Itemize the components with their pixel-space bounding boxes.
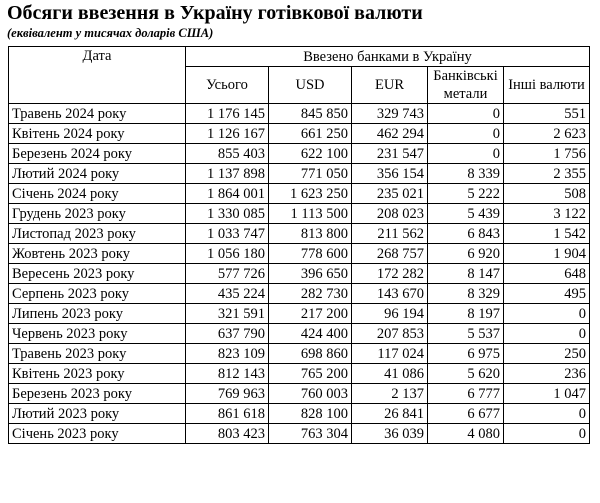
table-row [9,404,590,424]
bank-metals-cell: 6 920 [428,244,504,264]
usd-cell: 813 800 [269,224,352,244]
total-cell: 637 790 [186,324,269,344]
usd-cell: 771 050 [269,164,352,184]
table-row [9,324,590,344]
imported-by-banks-header: Ввезено банками в Україну [186,47,590,67]
other-currencies-cell: 3 122 [504,204,590,224]
eur-cell: 235 021 [352,184,428,204]
table-row [9,424,590,444]
total-cell: 1 126 167 [186,124,269,144]
usd-cell: 778 600 [269,244,352,264]
table-row [9,144,590,164]
table-row [9,244,590,264]
table-row [9,224,590,244]
other-currencies-cell: 2 355 [504,164,590,184]
usd-cell: 698 860 [269,344,352,364]
total-cell: 435 224 [186,284,269,304]
bank-metals-header-line1: Банківські [433,68,498,84]
total-cell: 812 143 [186,364,269,384]
other-currencies-cell: 1 756 [504,144,590,164]
total-cell: 803 423 [186,424,269,444]
other-currencies-cell: 0 [504,424,590,444]
table-row [9,344,590,364]
table-row [9,164,590,184]
eur-cell: 329 743 [352,104,428,124]
bank-metals-cell: 0 [428,104,504,124]
other-currencies-cell: 236 [504,364,590,384]
eur-cell: 231 547 [352,144,428,164]
other-currencies-cell: 250 [504,344,590,364]
usd-cell: 845 850 [269,104,352,124]
eur-cell: 268 757 [352,244,428,264]
other-currencies-cell: 0 [504,404,590,424]
date-cell: Січень 2023 року [9,424,186,444]
usd-cell: 763 304 [269,424,352,444]
table-row [9,124,590,144]
usd-cell: 622 100 [269,144,352,164]
date-cell: Червень 2023 року [9,324,186,344]
other-currencies-cell: 0 [504,304,590,324]
date-cell: Травень 2023 року [9,344,186,364]
usd-cell: 396 650 [269,264,352,284]
table-header [9,47,590,104]
date-cell: Вересень 2023 року [9,264,186,284]
date-cell: Жовтень 2023 року [9,244,186,264]
total-cell: 1 033 747 [186,224,269,244]
bank-metals-cell: 5 222 [428,184,504,204]
usd-cell: 1 113 500 [269,204,352,224]
date-cell: Квітень 2023 року [9,364,186,384]
bank-metals-cell: 8 197 [428,304,504,324]
other-currencies-cell: 0 [504,324,590,344]
usd-cell: 661 250 [269,124,352,144]
eur-cell: 26 841 [352,404,428,424]
eur-cell: 2 137 [352,384,428,404]
date-cell: Березень 2024 року [9,144,186,164]
cash-import-table [8,46,590,444]
table-row [9,384,590,404]
eur-cell: 211 562 [352,224,428,244]
date-cell: Липень 2023 року [9,304,186,324]
table-body [9,104,590,444]
eur-cell: 41 086 [352,364,428,384]
eur-cell: 462 294 [352,124,428,144]
eur-cell: 96 194 [352,304,428,324]
bank-metals-cell: 0 [428,124,504,144]
date-column-header: Дата [9,47,186,104]
eur-cell: 207 853 [352,324,428,344]
date-cell: Березень 2023 року [9,384,186,404]
eur-cell: 117 024 [352,344,428,364]
total-cell: 1 176 145 [186,104,269,124]
bank-metals-cell: 8 329 [428,284,504,304]
bank-metals-cell: 5 439 [428,204,504,224]
date-cell: Серпень 2023 року [9,284,186,304]
date-cell: Листопад 2023 року [9,224,186,244]
bank-metals-cell: 6 677 [428,404,504,424]
eur-cell: 143 670 [352,284,428,304]
other-currencies-cell: 2 623 [504,124,590,144]
total-cell: 1 864 001 [186,184,269,204]
bank-metals-cell: 6 975 [428,344,504,364]
usd-cell: 424 400 [269,324,352,344]
bank-metals-cell: 4 080 [428,424,504,444]
total-cell: 577 726 [186,264,269,284]
page-title: Обсяги ввезення в Україну готівкової валюти [7,2,423,24]
other-currencies-cell: 495 [504,284,590,304]
bank-metals-header-line2: метали [443,86,488,102]
total-cell: 1 056 180 [186,244,269,264]
bank-metals-cell: 8 339 [428,164,504,184]
date-cell: Січень 2024 року [9,184,186,204]
total-cell: 1 137 898 [186,164,269,184]
table-row [9,104,590,124]
usd-cell: 828 100 [269,404,352,424]
other-currencies-cell: 1 904 [504,244,590,264]
bank-metals-cell: 6 777 [428,384,504,404]
total-cell: 1 330 085 [186,204,269,224]
bank-metals-cell: 8 147 [428,264,504,284]
total-cell: 861 618 [186,404,269,424]
usd-cell: 1 623 250 [269,184,352,204]
eur-cell: 208 023 [352,204,428,224]
table-row [9,364,590,384]
usd-cell: 765 200 [269,364,352,384]
usd-column-header: USD [269,67,352,104]
bank-metals-cell: 5 620 [428,364,504,384]
date-cell: Лютий 2024 року [9,164,186,184]
bank-metals-column-header [428,67,504,104]
other-currencies-cell: 508 [504,184,590,204]
other-currencies-cell: 551 [504,104,590,124]
table-header-row [9,47,590,67]
bank-metals-cell: 5 537 [428,324,504,344]
date-cell: Травень 2024 року [9,104,186,124]
other-currencies-cell: 1 542 [504,224,590,244]
total-cell: 855 403 [186,144,269,164]
date-cell: Лютий 2023 року [9,404,186,424]
eur-cell: 356 154 [352,164,428,184]
table-row [9,184,590,204]
bank-metals-cell: 0 [428,144,504,164]
eur-cell: 36 039 [352,424,428,444]
total-cell: 321 591 [186,304,269,324]
total-column-header: Усього [186,67,269,104]
eur-column-header: EUR [352,67,428,104]
date-cell: Квітень 2024 року [9,124,186,144]
other-currencies-cell: 648 [504,264,590,284]
table-row [9,204,590,224]
date-cell: Грудень 2023 року [9,204,186,224]
page-subtitle: (еквівалент у тисячах доларів США) [7,26,214,40]
total-cell: 769 963 [186,384,269,404]
table-row [9,264,590,284]
usd-cell: 282 730 [269,284,352,304]
table-row [9,284,590,304]
other-currencies-column-header: Інші валюти [504,67,590,104]
total-cell: 823 109 [186,344,269,364]
bank-metals-cell: 6 843 [428,224,504,244]
eur-cell: 172 282 [352,264,428,284]
other-currencies-cell: 1 047 [504,384,590,404]
table-row [9,304,590,324]
usd-cell: 760 003 [269,384,352,404]
usd-cell: 217 200 [269,304,352,324]
